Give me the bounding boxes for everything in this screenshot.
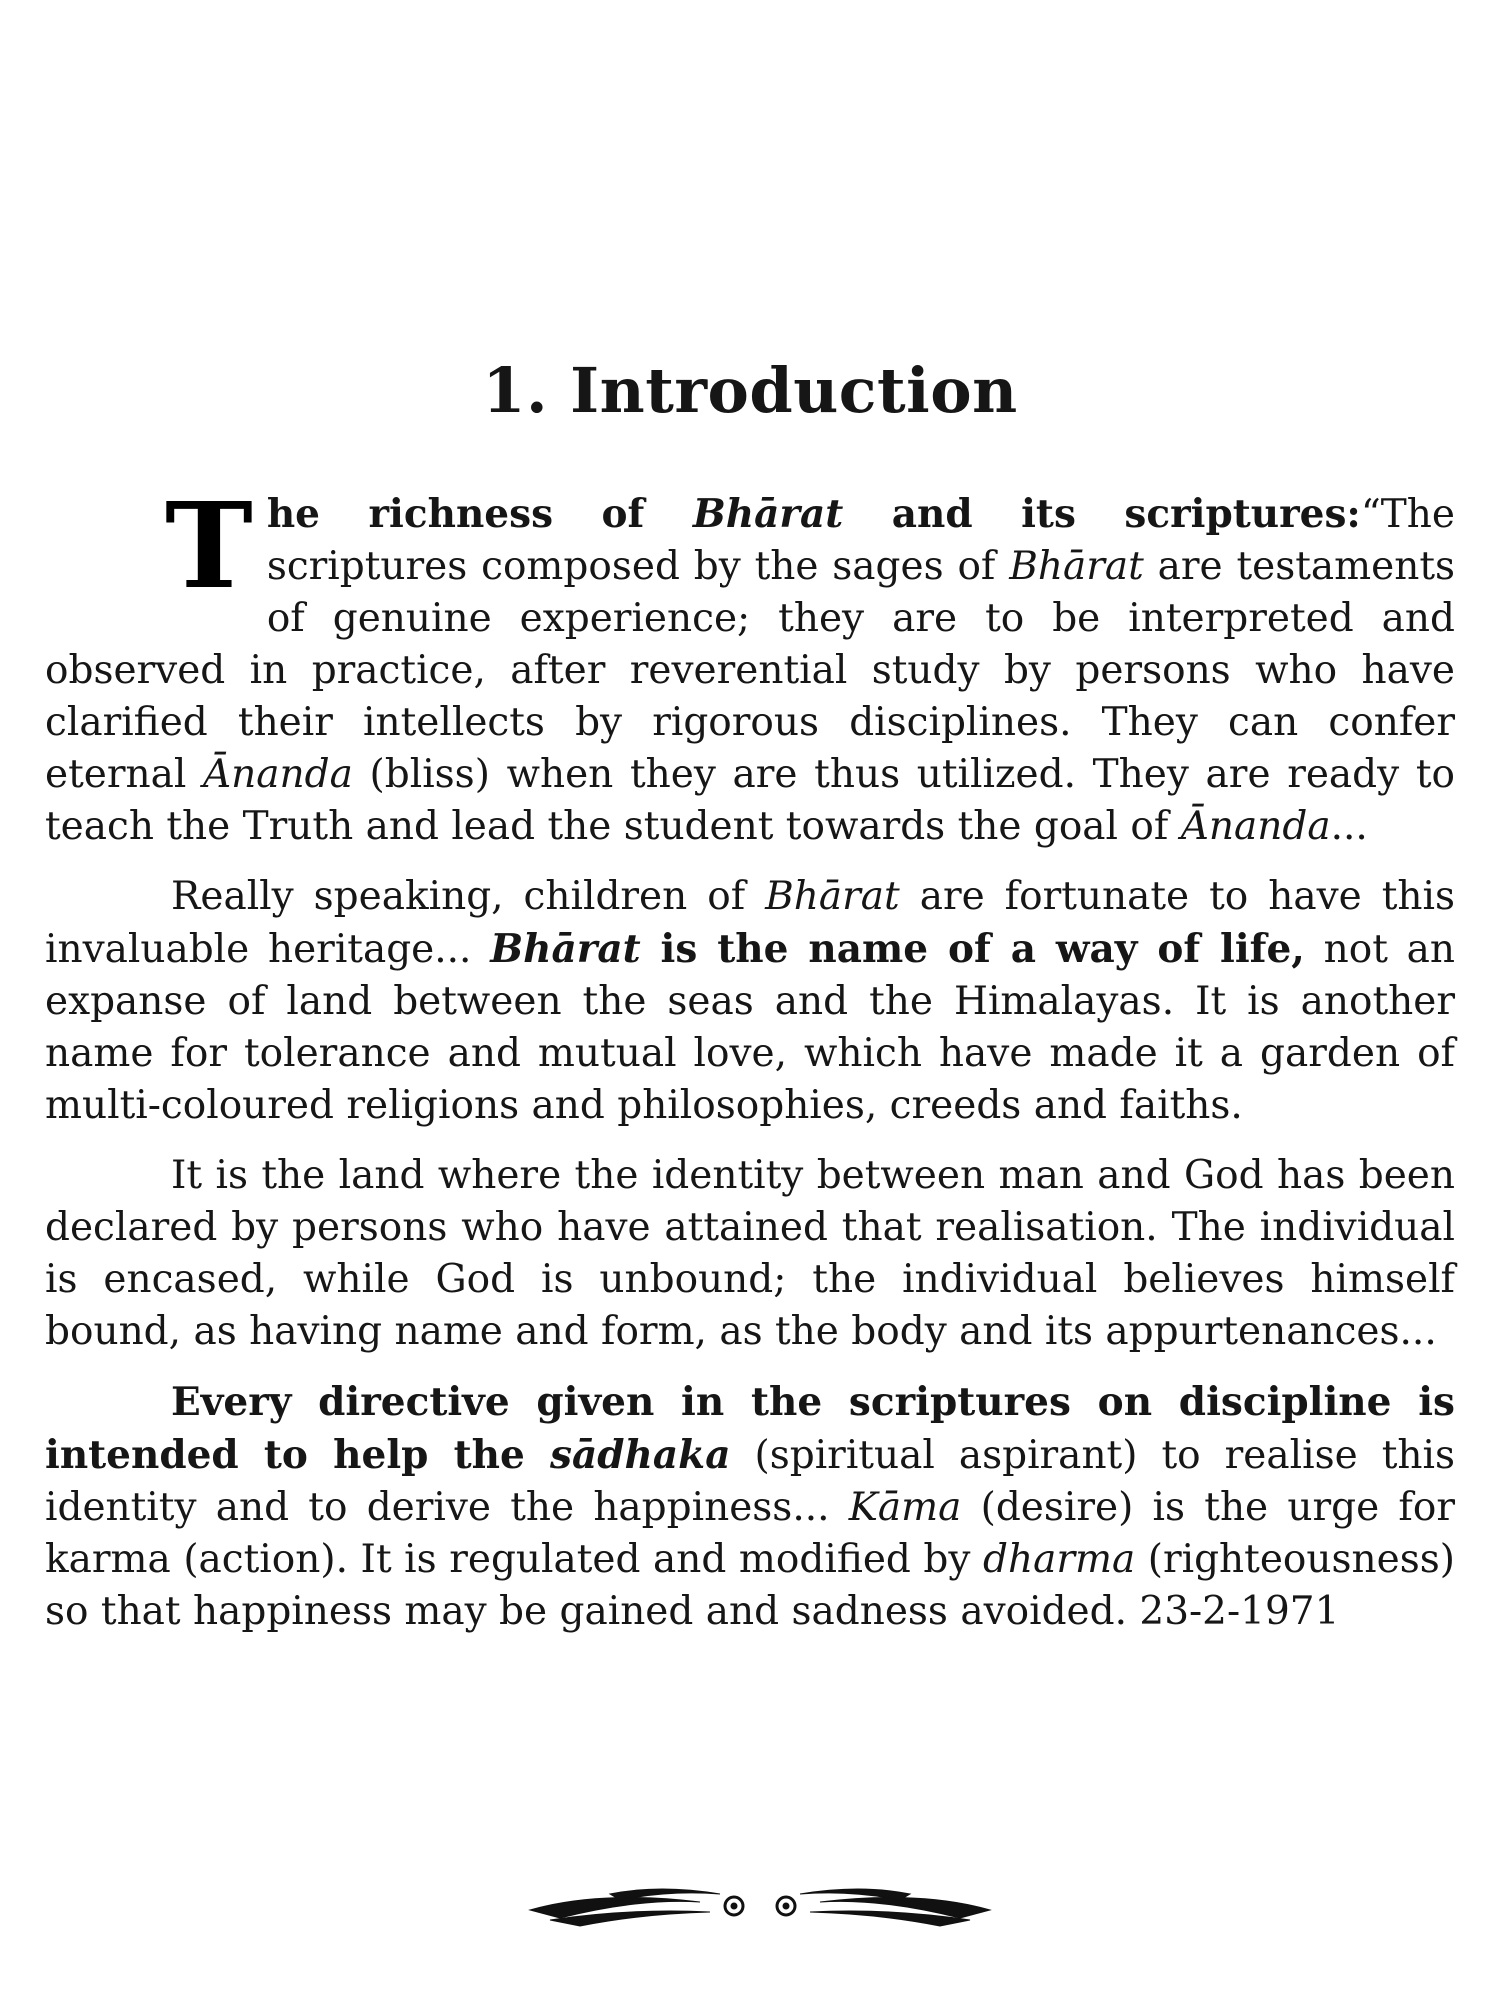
drop-cap: T [165,476,253,615]
paragraph-3: It is the land where the identity between man and God has been declared by persons who have attained that realisation. The individual is encased, while God is unbound; the individual believes himself bound, as having name and form, as the body and its appurtenances... [45,1153,1455,1354]
decorative-flourish-icon [520,1880,1000,1930]
paragraph-2: Really speaking, children of Bhārat are fortunate to have this invaluable heritage... Bhārat is the name of a way of life, not an expanse of land between the seas and the Himalayas. It is another name for tolerance and mutual love, which have made it a garden of multi-coloured religions and philosophies, creeds and faiths. [45,874,1455,1128]
page-title: 1. Introduction [482,353,1018,427]
paragraph-4: Every directive given in the scriptures on discipline is intended to help the sādhaka (spiritual aspirant) to realise this identity and to derive the happiness... Kāma (desire) is the urge for karma (action). It is regulated and modified by dharma (righteousness) so that happiness may be gained and sadness avoided. 23-2-1971 [45,1379,1455,1634]
body-text [45,476,1456,1656]
bold-phrase: Bhārat is the name of a way of life, [490,926,1305,972]
lead-in-heading: he richness of Bhārat and its scriptures: [266,491,1361,537]
bold-sentence: Every directive given in the scriptures on discipline is intended to help the sādhaka [45,1379,1455,1478]
paragraph-1: The richness of Bhārat and its scriptures:“The scriptures composed by the sages of Bhārat are testaments of genuine experience; they are to be interpreted and observed in practice, after reverential study by persons who have clarified their intellects by rigorous disciplines. They can confer eternal Ānanda (bliss) when they are thus utilized. They are ready to teach the Truth and lead the student towards the goal of Ānanda... [45,476,1456,849]
quote-mark: “ [1360,492,1381,537]
